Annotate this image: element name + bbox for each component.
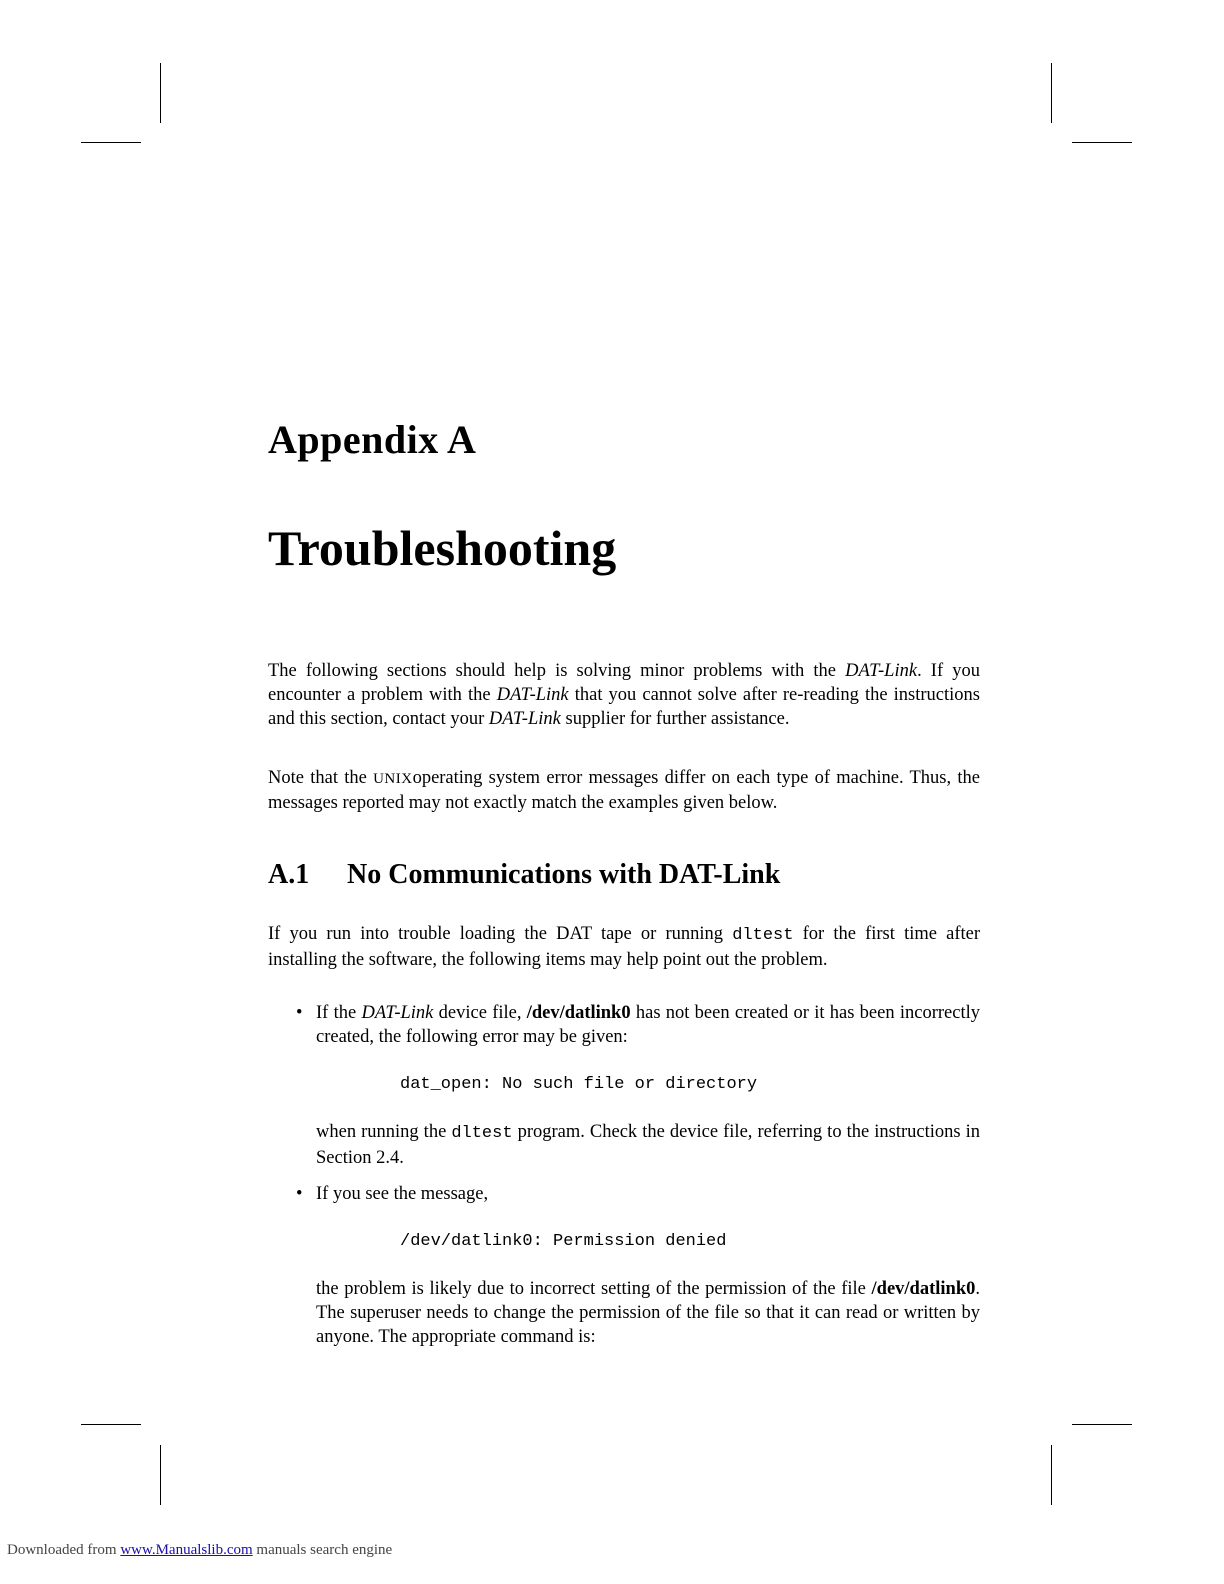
crop-mark xyxy=(81,1424,141,1425)
inline-code: dltest xyxy=(451,1124,513,1143)
section-number: A.1 xyxy=(268,859,310,890)
chapter-title: Troubleshooting xyxy=(268,520,617,576)
product-name: DAT-Link xyxy=(845,661,918,681)
crop-mark xyxy=(1051,63,1052,123)
intro-paragraph: The following sections should help is solving minor problems with the DAT-Link. If you encounter a problem with the DAT-Link that you cannot solve after re-reading the instructions and this section, contact your DAT-Link supplier for further assistance. xyxy=(268,661,980,729)
note-paragraph: Note that the UNIXoperating system error messages differ on each type of machine. Thus, the messages reported may not exactly match the examples given below. xyxy=(268,768,980,813)
crop-mark xyxy=(1072,142,1132,143)
code-block: /dev/datlink0: Permission denied xyxy=(400,1232,727,1251)
crop-mark xyxy=(1051,1445,1052,1505)
device-path: /dev/datlink0 xyxy=(526,1003,631,1023)
code-block: dat_open: No such file or directory xyxy=(400,1075,758,1094)
manualslib-link[interactable]: www.Manualslib.com xyxy=(120,1542,253,1558)
product-name: DAT-Link xyxy=(361,1003,434,1023)
inline-code: dltest xyxy=(732,926,794,945)
bullet-icon: • xyxy=(296,1003,303,1023)
section-heading xyxy=(268,858,780,892)
crop-mark xyxy=(160,63,161,123)
chapter-label: Appendix A xyxy=(268,417,477,462)
bullet-continuation: the problem is likely due to incorrect setting of the permission of the file /dev/datlink0. The superuser needs to change the permission of the file so that it can read or written by anyone. The appropriate command is: xyxy=(316,1279,980,1347)
bullet-icon: • xyxy=(296,1184,303,1204)
crop-mark xyxy=(1072,1424,1132,1425)
bullet-item: • If you see the message, xyxy=(296,1184,489,1204)
product-name: DAT-Link xyxy=(496,685,569,705)
os-name: UNIX xyxy=(373,771,413,787)
device-path: /dev/datlink0 xyxy=(871,1279,976,1299)
section-paragraph: If you run into trouble loading the DAT tape or running dltest for the first time after installing the software, the following items may help point out the problem. xyxy=(268,924,980,970)
product-name: DAT-Link xyxy=(488,709,561,729)
bullet-item: • If the DAT-Link device file, /dev/datlink0 has not been created or it has been incorrectly created, the following error may be given: xyxy=(296,1003,980,1047)
download-footer: Downloaded from www.Manualslib.com manuals search engine xyxy=(7,1542,393,1558)
crop-mark xyxy=(81,142,141,143)
bullet-continuation: when running the dltest program. Check the device file, referring to the instructions in Section 2.4. xyxy=(316,1122,980,1168)
section-title: No Communications with DAT-Link xyxy=(347,859,781,890)
crop-mark xyxy=(160,1445,161,1505)
